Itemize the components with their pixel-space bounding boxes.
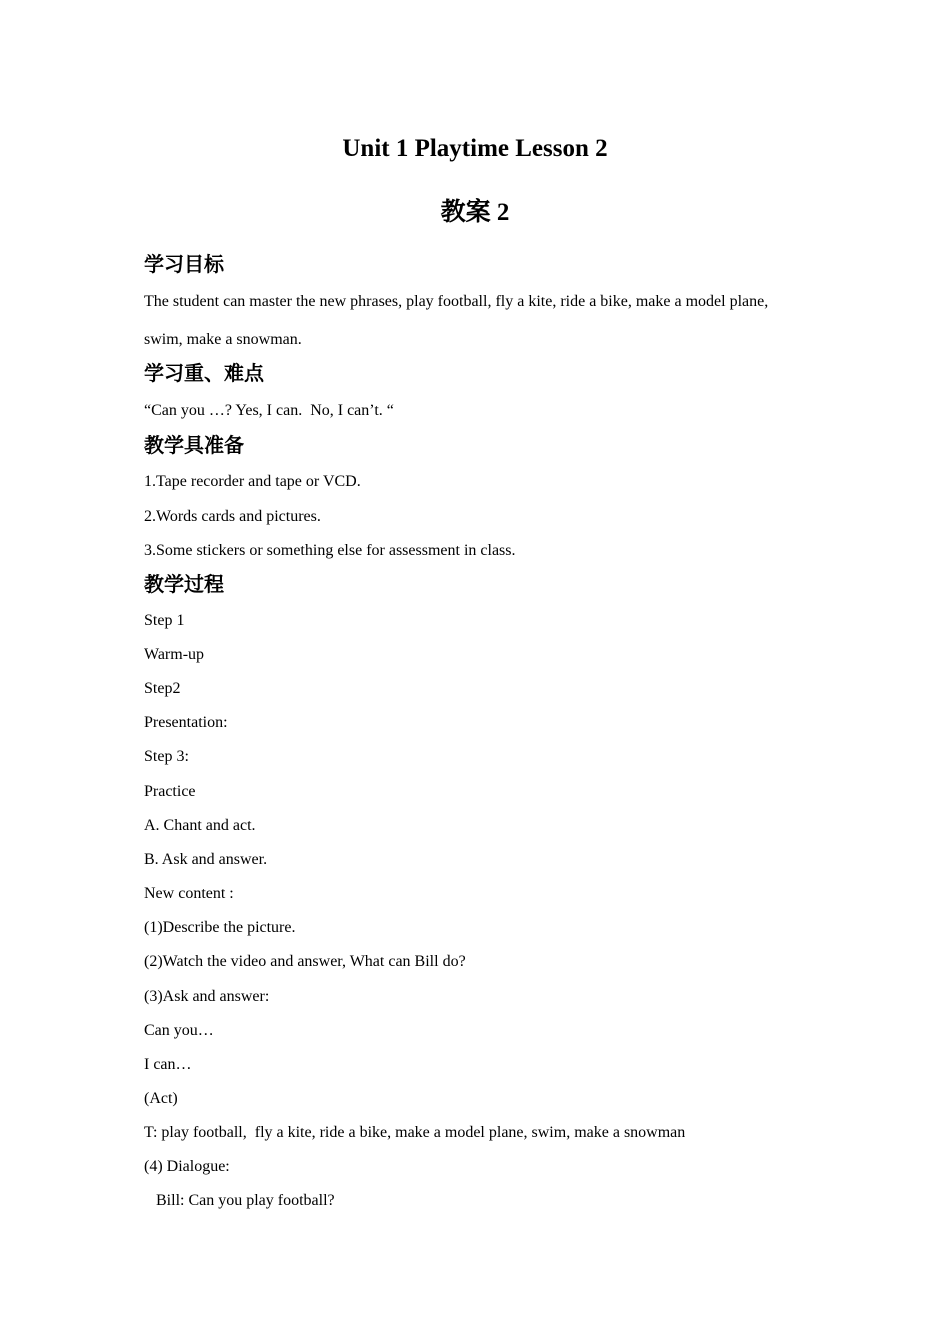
process-line: (4) Dialogue:: [144, 1158, 230, 1175]
process-line: A. Chant and act.: [144, 817, 256, 834]
process-line: (1)Describe the picture.: [144, 919, 296, 936]
materials-item: 1.Tape recorder and tape or VCD.: [144, 473, 361, 490]
process-line: Presentation:: [144, 714, 228, 731]
process-line: Practice: [144, 783, 196, 800]
key-points-line: “Can you …? Yes, I can. No, I can’t. “: [144, 402, 394, 419]
document-title: Unit 1 Playtime Lesson 2: [342, 135, 608, 162]
process-line: B. Ask and answer.: [144, 851, 268, 868]
process-line: T: play football, fly a kite, ride a bike, make a model plane, swim, make a snowman: [144, 1124, 686, 1141]
process-line: Step 1: [144, 612, 185, 629]
materials-item: 3.Some stickers or something else for assessment in class.: [144, 542, 516, 559]
process-line: Can you…: [144, 1022, 214, 1039]
section-heading-objectives: 学习目标: [144, 252, 224, 276]
objectives-line: swim, make a snowman.: [144, 331, 302, 348]
process-line: Step 3:: [144, 748, 189, 765]
process-line: Bill: Can you play football?: [144, 1192, 335, 1209]
materials-item: 2.Words cards and pictures.: [144, 508, 321, 525]
objectives-line: The student can master the new phrases, play football, fly a kite, ride a bike, make a model plane,: [144, 293, 769, 310]
process-line: I can…: [144, 1056, 192, 1073]
process-line: Step2: [144, 680, 181, 697]
process-line: (2)Watch the video and answer, What can Bill do?: [144, 953, 466, 970]
process-line: New content :: [144, 885, 234, 902]
section-heading-key-points: 学习重、难点: [144, 361, 264, 385]
section-heading-process: 教学过程: [144, 572, 224, 596]
process-line: (Act): [144, 1090, 178, 1107]
document-subtitle: 教案 2: [440, 199, 510, 226]
process-line: (3)Ask and answer:: [144, 988, 270, 1005]
process-line: Warm-up: [144, 646, 205, 663]
section-heading-materials: 教学具准备: [144, 433, 244, 457]
